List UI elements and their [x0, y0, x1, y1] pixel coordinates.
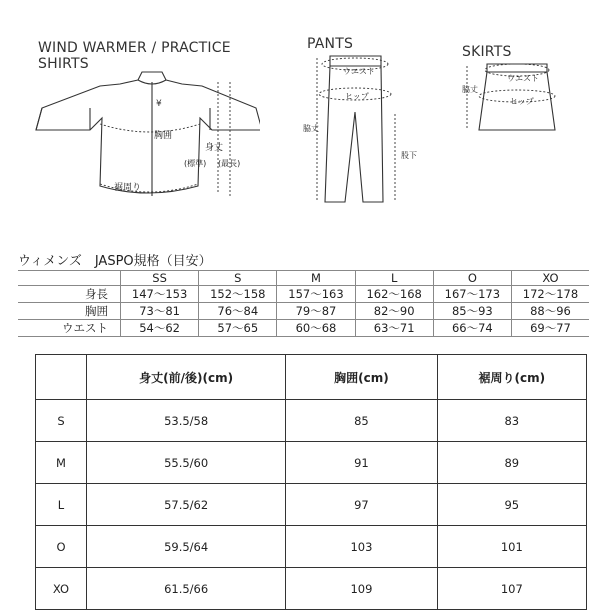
chest-cell: 85 [286, 400, 437, 442]
jaspo-row-label: ウエスト [62, 321, 108, 335]
size-cell: XO [36, 568, 87, 610]
shirt-title-line1: WIND WARMER / PRACTICE [38, 40, 231, 56]
size-cell: L [36, 484, 87, 526]
jaspo-cell: 88～96 [511, 303, 589, 320]
size-cell: S [36, 400, 87, 442]
length-cell: 61.5/66 [87, 568, 286, 610]
jaspo-cell: 76～84 [199, 303, 277, 320]
size-cell: O [36, 526, 87, 568]
jaspo-cell: 167～173 [433, 286, 511, 303]
shirt-length-label: 身丈 [205, 143, 224, 153]
measure-header-size [36, 355, 87, 400]
pants-outseam-label: 脇丈 [303, 124, 319, 133]
jaspo-size-ss: SS [121, 271, 199, 286]
shirt-diagram [30, 68, 260, 208]
hem-cell: 89 [437, 442, 586, 484]
length-cell: 55.5/60 [87, 442, 286, 484]
hem-cell: 107 [437, 568, 586, 610]
jaspo-size-m: M [277, 271, 355, 286]
jaspo-cell: 63～71 [355, 320, 433, 337]
pants-diagram-title: PANTS [307, 36, 354, 52]
jaspo-cell: 54～62 [121, 320, 199, 337]
jaspo-row-label: 胸囲 [85, 304, 108, 318]
jaspo-cell: 152～158 [199, 286, 277, 303]
table-row [36, 526, 587, 568]
jaspo-row-waist [18, 320, 589, 337]
jaspo-cell: 79～87 [277, 303, 355, 320]
jaspo-cell: 60～68 [277, 320, 355, 337]
table-row [36, 400, 587, 442]
length-cell: 59.5/64 [87, 526, 286, 568]
size-cell: M [36, 442, 87, 484]
skirt-waist-label: ウエスト [507, 74, 539, 83]
chest-cell: 109 [286, 568, 437, 610]
jaspo-cell: 85～93 [433, 303, 511, 320]
jaspo-cell: 162～168 [355, 286, 433, 303]
jaspo-size-xo: XO [511, 271, 589, 286]
shirt-outline [36, 72, 260, 196]
jaspo-cell: 57～65 [199, 320, 277, 337]
chest-cell: 91 [286, 442, 437, 484]
skirt-hip-label: ヒップ [510, 97, 534, 106]
table-row [36, 442, 587, 484]
jaspo-cell: 82～90 [355, 303, 433, 320]
skirts-diagram-title: SKIRTS [462, 44, 512, 60]
skirt-outseam-label: 脇丈 [462, 85, 478, 94]
jaspo-row-label: 身長 [85, 287, 108, 301]
hem-cell: 95 [437, 484, 586, 526]
pants-inseam-label: 股下 [401, 151, 417, 160]
jaspo-cell: 172～178 [511, 286, 589, 303]
jaspo-cell: 73～81 [121, 303, 199, 320]
measure-header-hem: 裾周り(cm) [437, 355, 586, 400]
jaspo-size-l: L [355, 271, 433, 286]
jaspo-title: ウィメンズ JASPO規格（目安） [18, 254, 212, 269]
jaspo-row-height [18, 286, 589, 303]
jaspo-size-o: O [433, 271, 511, 286]
table-row [36, 484, 587, 526]
shirt-long-label: (最長) [218, 159, 241, 168]
jaspo-row-chest [18, 303, 589, 320]
jaspo-cell: 69～77 [511, 320, 589, 337]
hem-cell: 101 [437, 526, 586, 568]
pants-outline [325, 56, 383, 202]
chest-cell: 97 [286, 484, 437, 526]
hem-cell: 83 [437, 400, 586, 442]
garment-measurement-table [35, 354, 587, 610]
jaspo-cell: 66～74 [433, 320, 511, 337]
jaspo-header-row [18, 271, 589, 286]
length-cell: 57.5/62 [87, 484, 286, 526]
jaspo-size-table [18, 270, 589, 337]
shirt-chest-label: 胸囲 [154, 131, 173, 141]
shirt-hem-label: 裾周り [114, 183, 142, 193]
jaspo-corner [18, 271, 121, 286]
shirt-title-line2: SHIRTS [38, 56, 89, 72]
chest-cell: 103 [286, 526, 437, 568]
table-row [36, 568, 587, 610]
chest-measure-line [100, 124, 200, 132]
brand-logo: ¥ [156, 99, 162, 109]
measure-header-chest: 胸囲(cm) [286, 355, 437, 400]
pants-hip-label: ヒップ [345, 92, 369, 101]
measure-header-length: 身丈(前/後)(cm) [87, 355, 286, 400]
measure-header-row [36, 355, 587, 400]
jaspo-cell: 147～153 [121, 286, 199, 303]
shirt-standard-label: (標準) [184, 159, 207, 168]
length-cell: 53.5/58 [87, 400, 286, 442]
pants-waist-label: ウエスト [343, 67, 375, 76]
jaspo-cell: 157～163 [277, 286, 355, 303]
jaspo-size-s: S [199, 271, 277, 286]
